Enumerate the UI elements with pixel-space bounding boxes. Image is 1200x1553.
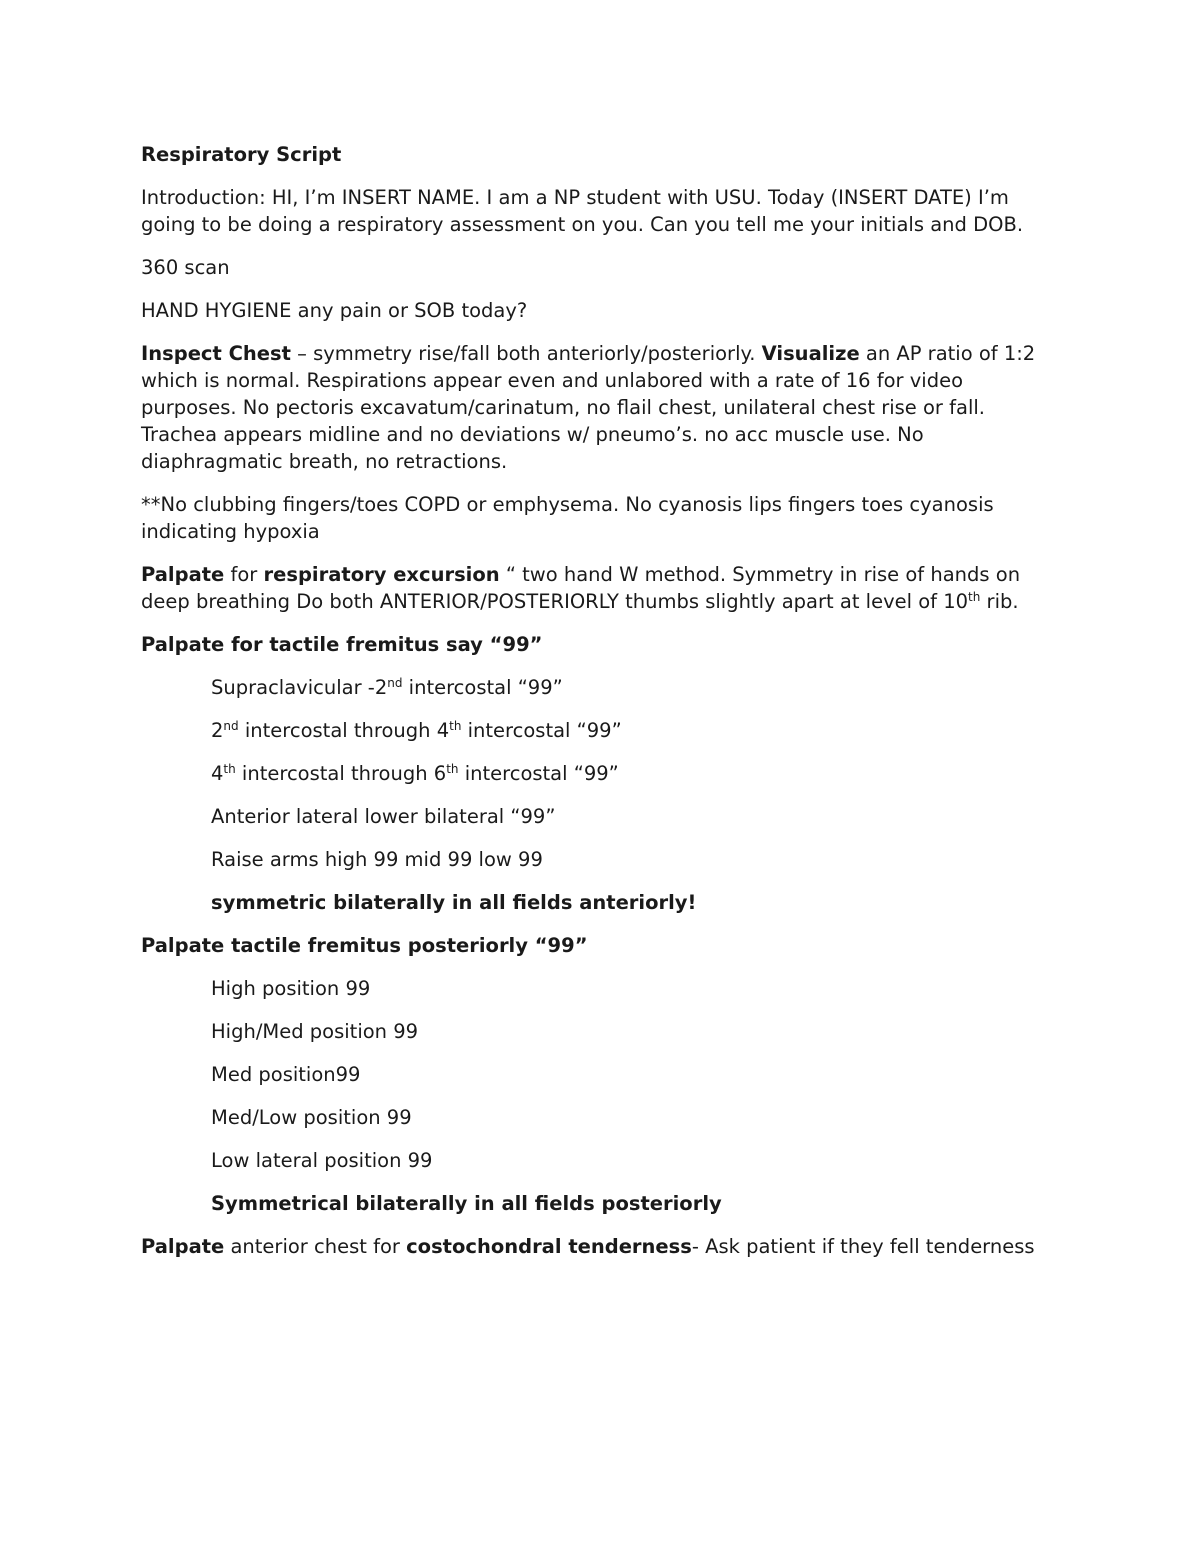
inspect-text-1: – symmetry rise/fall both anteriorly/posteriorly. — [290, 342, 762, 365]
excursion-text-2: “ two hand W method. Symmetry in rise of hands on deep breathing Do both ANTERIOR/POSTERIORLY thumbs slightly apart at level of 10 — [141, 563, 1021, 613]
inspect-paragraph — [141, 340, 1061, 475]
clubbing-paragraph: **No clubbing fingers/toes COPD or emphysema. No cyanosis lips fingers toes cyanosis indicating hypoxia — [141, 493, 994, 543]
anterior-line-2-sup-1: nd — [223, 719, 239, 733]
anterior-heading: Palpate for tactile fremitus say “99” — [141, 633, 543, 656]
costochondral-paragraph — [141, 1233, 1061, 1260]
posterior-summary: Symmetrical bilaterally in all fields posteriorly — [211, 1192, 722, 1215]
anterior-line-2-sup-2: th — [449, 719, 462, 733]
costo-text-1: anterior chest for — [224, 1235, 407, 1258]
inspect-text-2: an AP ratio of 1:2 which is normal. Respirations appear even and unlabored with a rate of 16 for video purposes. No pectoris excavatum/carinatum, no flail chest, unilateral chest rise or fall. Trachea appears midline and no deviations w/ pneumo’s. no acc muscle use. No diaphragmatic breath, no retractions. — [141, 342, 1036, 473]
posterior-item: High/Med position 99 — [211, 1020, 419, 1043]
anterior-line-1-a: Supraclavicular -2 — [211, 676, 388, 699]
excursion-text-3: rib. — [980, 590, 1019, 613]
intro-paragraph: Introduction: HI, I’m INSERT NAME. I am a NP student with USU. Today (INSERT DATE) I’m going to be doing a respiratory assessment on you. Can you tell me your initials and DOB. — [141, 186, 1024, 236]
anterior-line-3-sup-2: th — [446, 762, 459, 776]
anterior-line-5: Raise arms high 99 mid 99 low 99 — [211, 848, 543, 871]
inspect-label: Inspect Chest — [141, 342, 291, 365]
scan-line: 360 scan — [141, 256, 230, 279]
excursion-label-2: respiratory excursion — [263, 563, 500, 586]
anterior-summary: symmetric bilaterally in all fields anteriorly! — [211, 891, 697, 914]
anterior-line-1 — [141, 674, 1061, 701]
anterior-line-2-b: intercostal through 4 — [238, 719, 450, 742]
posterior-item: Med/Low position 99 — [211, 1106, 412, 1129]
posterior-item: Med position99 — [211, 1063, 361, 1086]
anterior-line-1-sup: nd — [387, 676, 403, 690]
excursion-label-1: Palpate — [141, 563, 225, 586]
anterior-line-4: Anterior lateral lower bilateral “99” — [211, 805, 556, 828]
anterior-line-3-c: intercostal “99” — [458, 762, 619, 785]
posterior-item: Low lateral position 99 — [211, 1149, 433, 1172]
anterior-line-2-c: intercostal “99” — [461, 719, 622, 742]
costo-text-2: - Ask patient if they fell tenderness — [691, 1235, 1035, 1258]
hygiene-line: HAND HYGIENE any pain or SOB today? — [141, 299, 528, 322]
anterior-line-2 — [141, 717, 1061, 744]
excursion-paragraph — [141, 561, 1061, 615]
anterior-line-3-a: 4 — [211, 762, 224, 785]
visualize-label: Visualize — [761, 342, 860, 365]
document-title: Respiratory Script — [141, 143, 342, 166]
anterior-line-3-b: intercostal through 6 — [235, 762, 447, 785]
costo-label-2: costochondral tenderness — [406, 1235, 692, 1258]
excursion-text-1: for — [224, 563, 264, 586]
anterior-line-1-b: intercostal “99” — [402, 676, 563, 699]
posterior-heading: Palpate tactile fremitus posteriorly “99” — [141, 934, 588, 957]
excursion-superscript: th — [968, 590, 981, 604]
anterior-line-3 — [141, 760, 1061, 787]
document-body — [141, 141, 1061, 1276]
posterior-item: High position 99 — [211, 977, 371, 1000]
anterior-line-3-sup-1: th — [223, 762, 236, 776]
anterior-line-2-a: 2 — [211, 719, 224, 742]
costo-label-1: Palpate — [141, 1235, 225, 1258]
